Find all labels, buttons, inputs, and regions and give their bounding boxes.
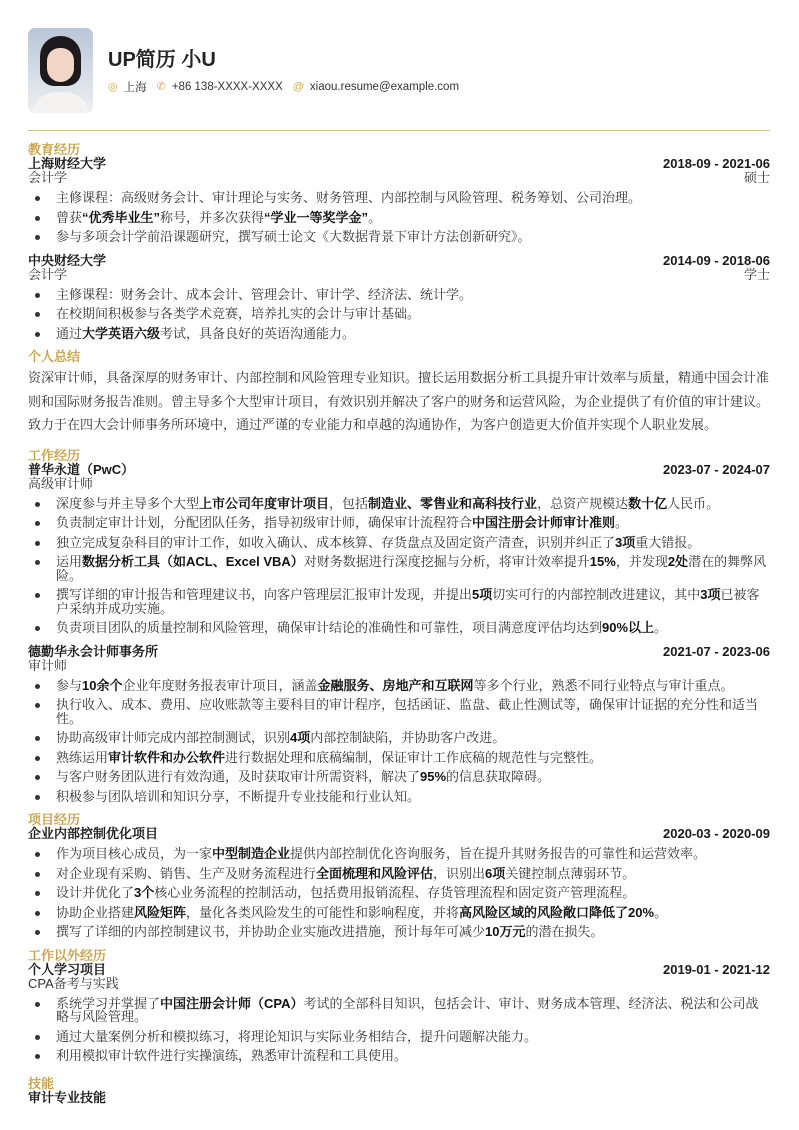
section-title: 工作经历 (28, 447, 81, 463)
bullet-list (28, 997, 770, 1063)
text: 关键控制点薄弱环节。 (505, 865, 636, 881)
text: ，识别出 (433, 865, 486, 881)
section-other-experience (28, 949, 770, 1063)
text: 执行收入、成本、费用、应收账款等主要科目的审计程序，包括函证、监盘、截止性测试等，确保审计证据的充分性和适当性。 (56, 697, 759, 726)
bullet-list (28, 497, 770, 635)
entry-degree: 硕士 (743, 170, 770, 185)
entry-degree: 学士 (743, 266, 770, 282)
at-email-icon: @ (292, 80, 304, 93)
text: 的信息获取障碍。 (446, 769, 551, 784)
entry (28, 645, 770, 804)
entry (28, 157, 770, 244)
contact-line (108, 79, 459, 95)
bullet-item (28, 230, 770, 244)
entry (28, 963, 770, 1063)
bold-text: 3个 (134, 885, 155, 900)
text: 与客户财务团队进行有效沟通，及时获取审计所需资料，解决了 (56, 769, 421, 784)
entry-date: 2014-09 - 2018-06 (663, 252, 770, 268)
email[interactable]: xiaou.resume@example.com (309, 80, 460, 93)
text: 考试的全部科目知识，包括会计、审计、财务成本管理、经济法、税法和公司战略与风险管理。 (56, 995, 759, 1024)
text: 。 (615, 515, 629, 530)
entry-name: 德勤华永会计师事务所 (28, 643, 159, 659)
entry-role: CPA备考与实践 (28, 975, 119, 991)
text: 独立完成复杂科目的审计工作，如收入确认、成本核算、存货盘点及固定资产清查，识别并纠正了 (56, 534, 616, 550)
bold-text: 3项 (615, 534, 636, 550)
bullet-list (28, 847, 770, 939)
text: 设计并优化了 (56, 885, 135, 900)
text: 作为项目核心成员，为一家 (56, 846, 213, 861)
entry (28, 827, 770, 939)
entry-role: 审计师 (28, 657, 68, 673)
text: 等多个行业，熟悉不同行业特点与审计重点。 (473, 677, 734, 693)
bullet-list (28, 288, 770, 341)
bold-text: 3项 (700, 587, 721, 602)
text: 熟练运用 (56, 749, 109, 765)
entry-name: 企业内部控制优化项目 (28, 826, 159, 841)
entry-role: 会计学 (28, 170, 68, 185)
entry-name: 普华永道（PwC） (28, 461, 135, 477)
location-pin-icon: ◎ (108, 81, 118, 93)
entry-role: 会计学 (28, 266, 68, 282)
entry-role: 高级审计师 (28, 475, 94, 491)
text: 负责项目团队的质量控制和风险管理，确保审计结论的准确性和可靠性，项目满意度评估均达到 (56, 620, 603, 635)
entry-name: 个人学习项目 (28, 961, 107, 977)
text: 积极参与团队培训和知识分享，不断提升专业技能和行业认知。 (56, 788, 421, 804)
header-divider (28, 130, 770, 131)
text: 撰写详细的审计报告和管理建议书，向客户管理层汇报审计发现，并提出 (56, 587, 473, 602)
entry-header (28, 827, 770, 841)
bold-text: 4项 (290, 730, 311, 745)
bold-text: 90%以上 (602, 620, 655, 635)
bullet-item (28, 790, 770, 804)
bullet-item (28, 847, 770, 861)
entry-date: 2019-01 - 2021-12 (663, 961, 770, 977)
bold-text: 数据分析工具（如ACL、Excel VBA） (82, 554, 304, 569)
entry-header (28, 254, 770, 268)
bullet-item (28, 555, 770, 582)
text: 已被客户采纳并成功实施。 (56, 587, 760, 616)
bold-text: 10万元 (485, 924, 526, 939)
entry-date: 2020-03 - 2020-09 (663, 826, 770, 841)
text: ，并发现 (615, 554, 668, 569)
text: 通过 (56, 325, 83, 341)
bullet-item (28, 211, 770, 225)
bullet-item (28, 1030, 770, 1044)
bullet-item (28, 906, 770, 920)
bold-text: 2处 (667, 554, 689, 569)
bold-text: 10余个 (82, 677, 123, 693)
section-title: 技能 (28, 1075, 55, 1091)
text: 重大错报。 (635, 534, 701, 550)
bullet-item (28, 516, 770, 530)
section-title: 工作以外经历 (28, 947, 107, 963)
text: 核心业务流程的控制活动，包括费用报销流程、存货管理流程和固定资产管理流程。 (154, 885, 636, 900)
bold-text: 中型制造企业 (212, 846, 291, 861)
entry-date: 2023-07 - 2024-07 (663, 461, 770, 477)
section-title: 项目经历 (28, 812, 81, 827)
text: 在校期间积极参与各类学术竞赛，培养扎实的会计与审计基础。 (56, 306, 421, 321)
text: 主修课程：高级财务会计、审计理论与实务、财务管理、内部控制与风险管理、税务筹划、公司治理。 (56, 190, 642, 205)
text: ，总资产规模达 (537, 495, 629, 511)
bullet-item (28, 997, 770, 1024)
entry (28, 463, 770, 635)
bold-text: 数十亿 (628, 495, 668, 511)
entry-header (28, 1091, 770, 1105)
text: 通过大量案例分析和模拟练习，将理论知识与实际业务相结合，提升问题解决能力。 (56, 1028, 538, 1044)
bold-text: 95% (420, 769, 447, 784)
bold-text: 审计软件和办公软件 (108, 749, 226, 765)
bold-text: 中国注册会计师审计准则 (472, 515, 616, 530)
bullet-item (28, 867, 770, 881)
text: 称号，并多次获得 (160, 209, 265, 225)
text: 切实可行的内部控制改进建议，其中 (492, 587, 701, 602)
text: 内部控制缺陷，并协助客户改进。 (310, 730, 506, 745)
text: 。 (654, 904, 668, 920)
entry-name: 审计专业技能 (28, 1089, 107, 1105)
section-projects (28, 813, 770, 939)
text: 。 (368, 209, 382, 225)
bullet-item (28, 621, 770, 635)
profile-photo (28, 28, 93, 113)
entry-subtitle (28, 659, 770, 672)
bullet-item (28, 925, 770, 939)
text: ，量化各类风险发生的可能性和影响程度，并将 (186, 904, 460, 920)
text: 运用 (56, 554, 83, 569)
bold-text: 制造业、零售业和高科技行业 (368, 495, 538, 511)
entry-header (28, 645, 770, 659)
candidate-name: UP简历 小U (108, 48, 216, 71)
phone-icon: ✆ (156, 81, 166, 93)
bullet-item (28, 1049, 770, 1063)
entry-header (28, 463, 770, 477)
section-title: 教育经历 (28, 142, 81, 157)
text: 企业年度财务报表审计项目，涵盖 (122, 677, 318, 693)
bold-text: 5项 (472, 587, 493, 602)
entry (28, 1091, 770, 1105)
bold-text: 15% (589, 554, 616, 569)
text: 参与多项会计学前沿课题研究，撰写硕士论文《大数据背景下审计方法创新研究》。 (56, 229, 531, 244)
text: 。 (654, 620, 668, 635)
bold-text: 高风险区域的风险敞口降低了20% (459, 904, 655, 920)
summary-text: 资深审计师，具备深厚的财务审计、内部控制和风险管理专业知识。擅长运用数据分析工具提升审计效率与质量，精通中国会计准则和国际财务报告准则。曾主导多个大型审计项目，有效识别并解决了客户的财务和运营风险，为企业提供了有价值的审计建议。致力于在四大会计师事务所环境中，通过严谨的专业能力和卓越的沟通协作，为客户创造更大价值并实现个人职业发展。 (28, 370, 770, 432)
bold-text: 全面梳理和风险评估 (316, 865, 434, 881)
bullet-item (28, 588, 770, 615)
bold-text: 风险矩阵 (134, 904, 187, 920)
entry-header (28, 157, 770, 171)
bullet-item (28, 731, 770, 745)
resume-body (28, 143, 770, 1115)
entry-subtitle (28, 171, 770, 184)
bold-text: 大学英语六级 (82, 325, 161, 341)
text: 系统学习并掌握了 (56, 995, 161, 1011)
location: 上海 (123, 81, 147, 94)
phone: +86 138-XXXX-XXXX (171, 80, 283, 93)
bullet-item (28, 536, 770, 550)
entry-subtitle (28, 977, 770, 990)
bold-text: 上市公司年度审计项目 (199, 495, 330, 511)
bullet-item (28, 679, 770, 693)
bullet-list (28, 679, 770, 804)
text: ，包括 (329, 495, 369, 511)
entry (28, 254, 770, 341)
text: 进行数据处理和底稿编制，保证审计工作底稿的规范性与完整性。 (225, 749, 603, 765)
bold-text: 金融服务、房地产和互联网 (317, 677, 474, 693)
entry-subtitle (28, 268, 770, 281)
text: 提供内部控制优化咨询服务，旨在提升其财务报告的可靠性和运营效率。 (290, 846, 707, 861)
bullet-item (28, 698, 770, 725)
bold-text: “学业一等奖学金” (264, 209, 369, 225)
text: 利用模拟审计软件进行实操演练，熟悉审计流程和工具使用。 (56, 1048, 408, 1063)
section-work (28, 449, 770, 804)
section-title: 个人总结 (28, 349, 81, 364)
entry-name: 中央财经大学 (28, 252, 107, 268)
bullet-item (28, 327, 770, 341)
section-skills (28, 1077, 770, 1105)
text: 人民币。 (667, 495, 720, 511)
text: 负责制定审计计划，分配团队任务，指导初级审计师，确保审计流程符合 (56, 515, 473, 530)
text: 对财务数据进行深度挖掘与分析，将审计效率提升 (303, 554, 590, 569)
bold-text: 6项 (485, 865, 506, 881)
bullet-item (28, 288, 770, 302)
text: 协助高级审计师完成内部控制测试，识别 (56, 730, 291, 745)
entry-date: 2018-09 - 2021-06 (663, 156, 770, 171)
bullet-item (28, 770, 770, 784)
bold-text: 中国注册会计师（CPA） (160, 995, 304, 1011)
section-education (28, 143, 770, 340)
text: 参与 (56, 677, 83, 693)
resume-header (28, 28, 459, 113)
text: 深度参与并主导多个大型 (56, 495, 200, 511)
bullet-item (28, 886, 770, 900)
entry-date: 2021-07 - 2023-06 (663, 643, 770, 659)
text: 主修课程：财务会计、成本会计、管理会计、审计学、经济法、统计学。 (56, 286, 473, 302)
text: 协助企业搭建 (56, 904, 135, 920)
bullet-item (28, 751, 770, 765)
bullet-list (28, 191, 770, 244)
text: 潜在的舞弊风险。 (56, 554, 767, 583)
section-summary (28, 350, 770, 437)
text: 考试，具备良好的英语沟通能力。 (160, 325, 356, 341)
entry-subtitle (28, 477, 770, 490)
text: 撰写了详细的内部控制建议书，并协助企业实施改进措施，预计每年可减少 (56, 924, 486, 939)
bullet-item (28, 307, 770, 321)
bullet-item (28, 497, 770, 511)
entry-header (28, 963, 770, 977)
text: 对企业现有采购、销售、生产及财务流程进行 (56, 865, 317, 881)
text: 的潜在损失。 (525, 924, 604, 939)
text: 曾获 (56, 209, 83, 225)
bullet-item (28, 191, 770, 205)
entry-name: 上海财经大学 (28, 156, 107, 171)
bold-text: “优秀毕业生” (82, 209, 161, 225)
